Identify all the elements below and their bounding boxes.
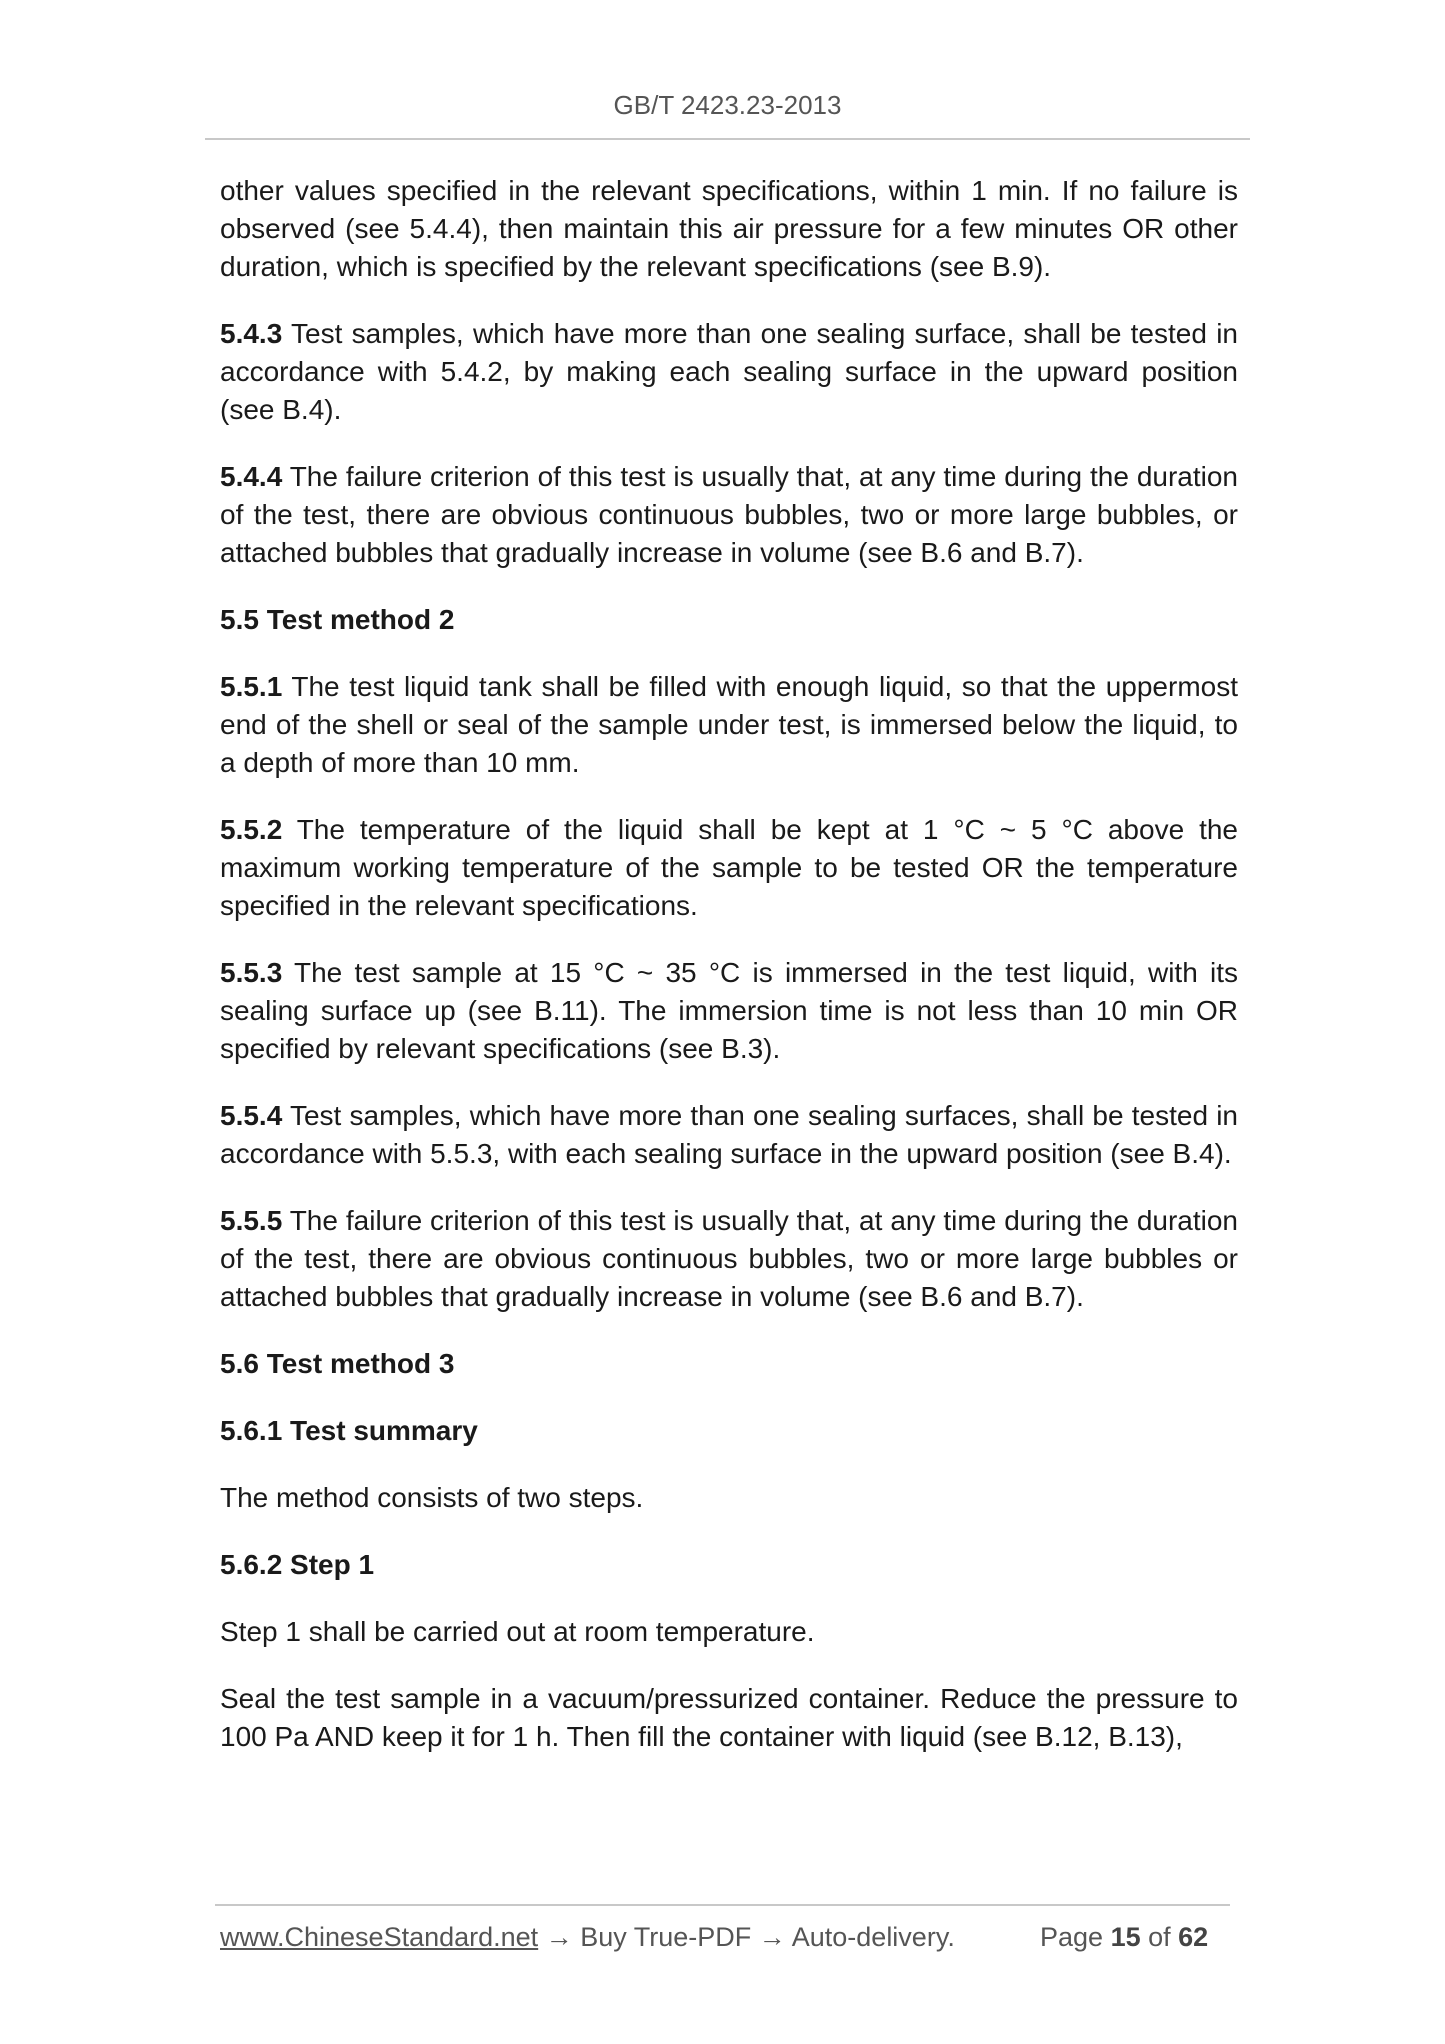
footer-promo	[220, 1922, 955, 1953]
page-number: 15	[1110, 1922, 1141, 1952]
clause-number: 5.4.3	[220, 318, 283, 349]
document-body	[220, 172, 1238, 1785]
clause-number: 5.5.4	[220, 1100, 283, 1131]
clause-number: 5.5.5	[220, 1205, 283, 1236]
subsection-heading-5-6-2: 5.6.2 Step 1	[220, 1549, 375, 1580]
paragraph-continued: other values specified in the relevant specifications, within 1 min. If no failure is observed (see 5.4.4), then maintain this air pressure for a few minutes OR other duration, which is specified by the relevant specifications (see B.9).	[220, 175, 1238, 282]
clause-number: 5.5.1	[220, 671, 283, 702]
clause-5-5-3	[220, 954, 1238, 1068]
subsection-heading-5-6-1: 5.6.1 Test summary	[220, 1415, 478, 1446]
header-divider	[205, 138, 1250, 140]
clause-text: The test liquid tank shall be filled with enough liquid, so that the uppermost end of the shell or seal of the sample under test, is immersed below the liquid, to a depth of more than 10 mm.	[220, 671, 1238, 778]
clause-number: 5.4.4	[220, 461, 283, 492]
clause-number: 5.5.3	[220, 957, 283, 988]
page-label: Page	[1040, 1922, 1111, 1952]
footer-divider	[215, 1904, 1230, 1906]
clause-text: The failure criterion of this test is usually that, at any time during the duration of the test, there are obvious continuous bubbles, two or more large bubbles, or attached bubbles that gradually increase in volume (see B.6 and B.7).	[220, 461, 1238, 568]
footer-tagline: → Buy True-PDF → Auto-delivery.	[538, 1922, 955, 1952]
clause-5-5-5	[220, 1202, 1238, 1316]
clause-text: The temperature of the liquid shall be kept at 1 °C ~ 5 °C above the maximum working temperature of the sample to be tested OR the temperature specified in the relevant specifications.	[220, 814, 1238, 921]
paragraph-step1-intro: Step 1 shall be carried out at room temperature.	[220, 1616, 815, 1647]
clause-5-4-3	[220, 315, 1238, 429]
clause-5-5-1	[220, 668, 1238, 782]
paragraph-test-summary: The method consists of two steps.	[220, 1482, 644, 1513]
page-indicator	[1040, 1922, 1208, 1953]
clause-text: Test samples, which have more than one sealing surfaces, shall be tested in accordance with 5.5.3, with each sealing surface in the upward position (see B.4).	[220, 1100, 1238, 1169]
clause-text: The test sample at 15 °C ~ 35 °C is immersed in the test liquid, with its sealing surface up (see B.11). The immersion time is not less than 10 min OR specified by relevant specifications (see B.3).	[220, 957, 1238, 1064]
clause-number: 5.5.2	[220, 814, 283, 845]
website-link[interactable]: www.ChineseStandard.net	[220, 1922, 539, 1952]
clause-5-4-4	[220, 458, 1238, 572]
clause-5-5-4	[220, 1097, 1238, 1173]
page-total: 62	[1178, 1922, 1209, 1952]
section-heading-5-6: 5.6 Test method 3	[220, 1348, 455, 1379]
of-label: of	[1140, 1922, 1179, 1952]
clause-text: Test samples, which have more than one sealing surface, shall be tested in accordance with 5.4.2, by making each sealing surface in the upward position (see B.4).	[220, 318, 1238, 425]
document-header: GB/T 2423.23-2013	[613, 90, 842, 120]
clause-text: The failure criterion of this test is usually that, at any time during the duration of the test, there are obvious continuous bubbles, two or more large bubbles or attached bubbles that gradually increase in volume (see B.6 and B.7).	[220, 1205, 1238, 1312]
paragraph-step1-procedure: Seal the test sample in a vacuum/pressurized container. Reduce the pressure to 100 Pa AND keep it for 1 h. Then fill the container with liquid (see B.12, B.13),	[220, 1683, 1238, 1752]
clause-5-5-2	[220, 811, 1238, 925]
section-heading-5-5: 5.5 Test method 2	[220, 604, 455, 635]
